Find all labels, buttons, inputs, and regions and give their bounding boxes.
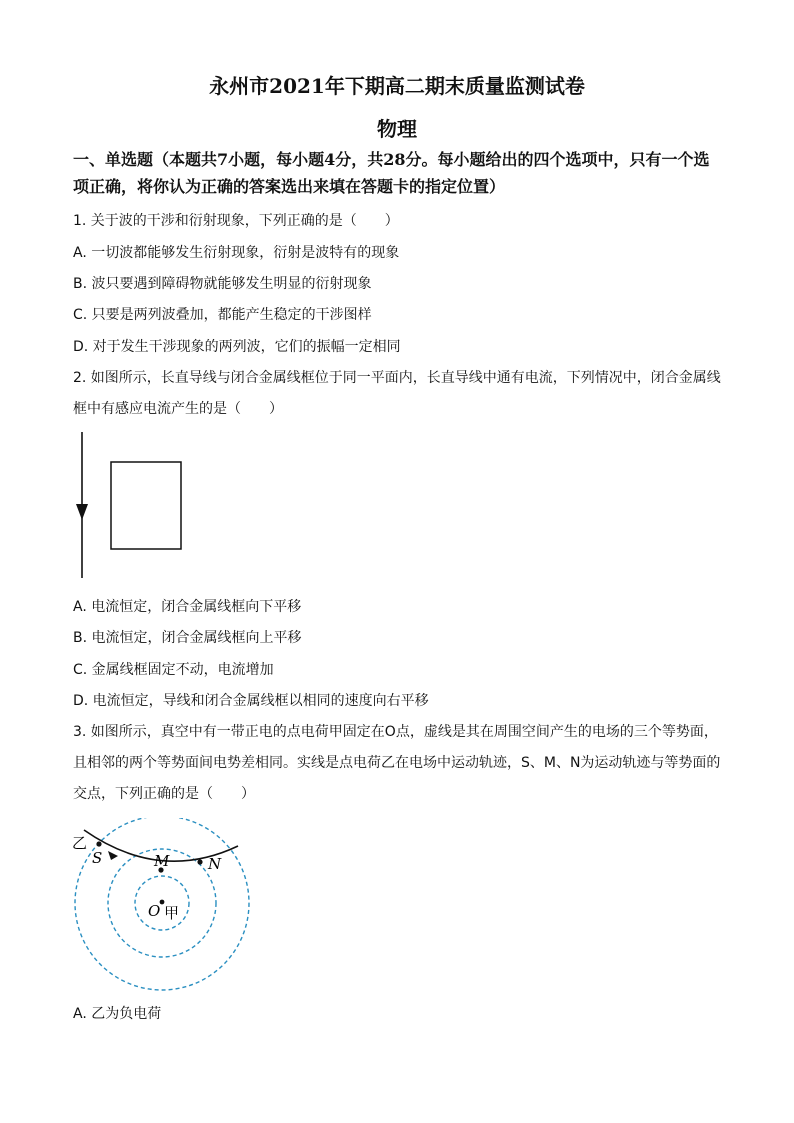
q1-option-a: A. 一切波都能够发生衍射现象，衍射是波特有的现象	[73, 245, 400, 261]
q2-figure	[70, 428, 200, 583]
section-heading-line-2: 项正确，将你认为正确的答案选出来填在答题卡的指定位置）	[73, 177, 506, 196]
section-heading-line-1: 一、单选题（本题共7小题，每小题4分，共28分。每小题给出的四个选项中，只有一个选	[73, 150, 710, 169]
label-yi: 乙	[72, 834, 88, 852]
section-heading	[73, 146, 733, 200]
point-s	[96, 841, 101, 846]
subject-title: 物理	[377, 117, 417, 141]
q3-figure	[70, 818, 260, 993]
q2-option-b: B. 电流恒定，闭合金属线框向上平移	[73, 630, 302, 646]
q3-option-a: A. 乙为负电荷	[73, 1006, 162, 1022]
q2-stem-line-2: 框中有感应电流产生的是（ ）	[73, 401, 283, 417]
q2-option-d: D. 电流恒定，导线和闭合金属线框以相同的速度向右平移	[73, 693, 429, 709]
label-o: O	[148, 902, 161, 920]
q2-option-c: C. 金属线框固定不动，电流增加	[73, 662, 274, 678]
q2-stem-line-1: 2. 如图所示，长直导线与闭合金属线框位于同一平面内，长直导线中通有电流，下列情况中，闭合金属线	[73, 370, 721, 386]
label-jia: 甲	[164, 904, 180, 922]
label-m: M	[154, 852, 170, 870]
trajectory-arrow-icon	[108, 851, 118, 860]
metal-wire-frame	[111, 462, 181, 549]
q1-option-b: B. 波只要遇到障碍物就能够发生明显的衍射现象	[73, 276, 372, 292]
exam-title: 永州市2021年下期高二期末质量监测试卷	[209, 74, 585, 98]
q3-stem-line-1: 3. 如图所示，真空中有一带正电的点电荷甲固定在O点，虚线是其在周围空间产生的电场的三个等势面，	[73, 724, 718, 740]
q1-option-c: C. 只要是两列波叠加，都能产生稳定的干涉图样	[73, 307, 372, 323]
q3-stem-line-2: 且相邻的两个等势面间电势差相同。实线是点电荷乙在电场中运动轨迹，S、M、N为运动轨迹与等势面的	[73, 755, 721, 771]
point-n	[197, 859, 202, 864]
label-n: N	[208, 855, 222, 873]
q1-stem: 1. 关于波的干涉和衍射现象，下列正确的是（ ）	[73, 213, 399, 229]
label-s: S	[92, 849, 103, 867]
q3-stem-line-3: 交点，下列正确的是（ ）	[73, 786, 255, 802]
current-direction-arrow-icon	[76, 504, 88, 520]
q1-option-d: D. 对于发生干涉现象的两列波，它们的振幅一定相同	[73, 339, 401, 355]
q2-option-a: A. 电流恒定，闭合金属线框向下平移	[73, 599, 302, 615]
